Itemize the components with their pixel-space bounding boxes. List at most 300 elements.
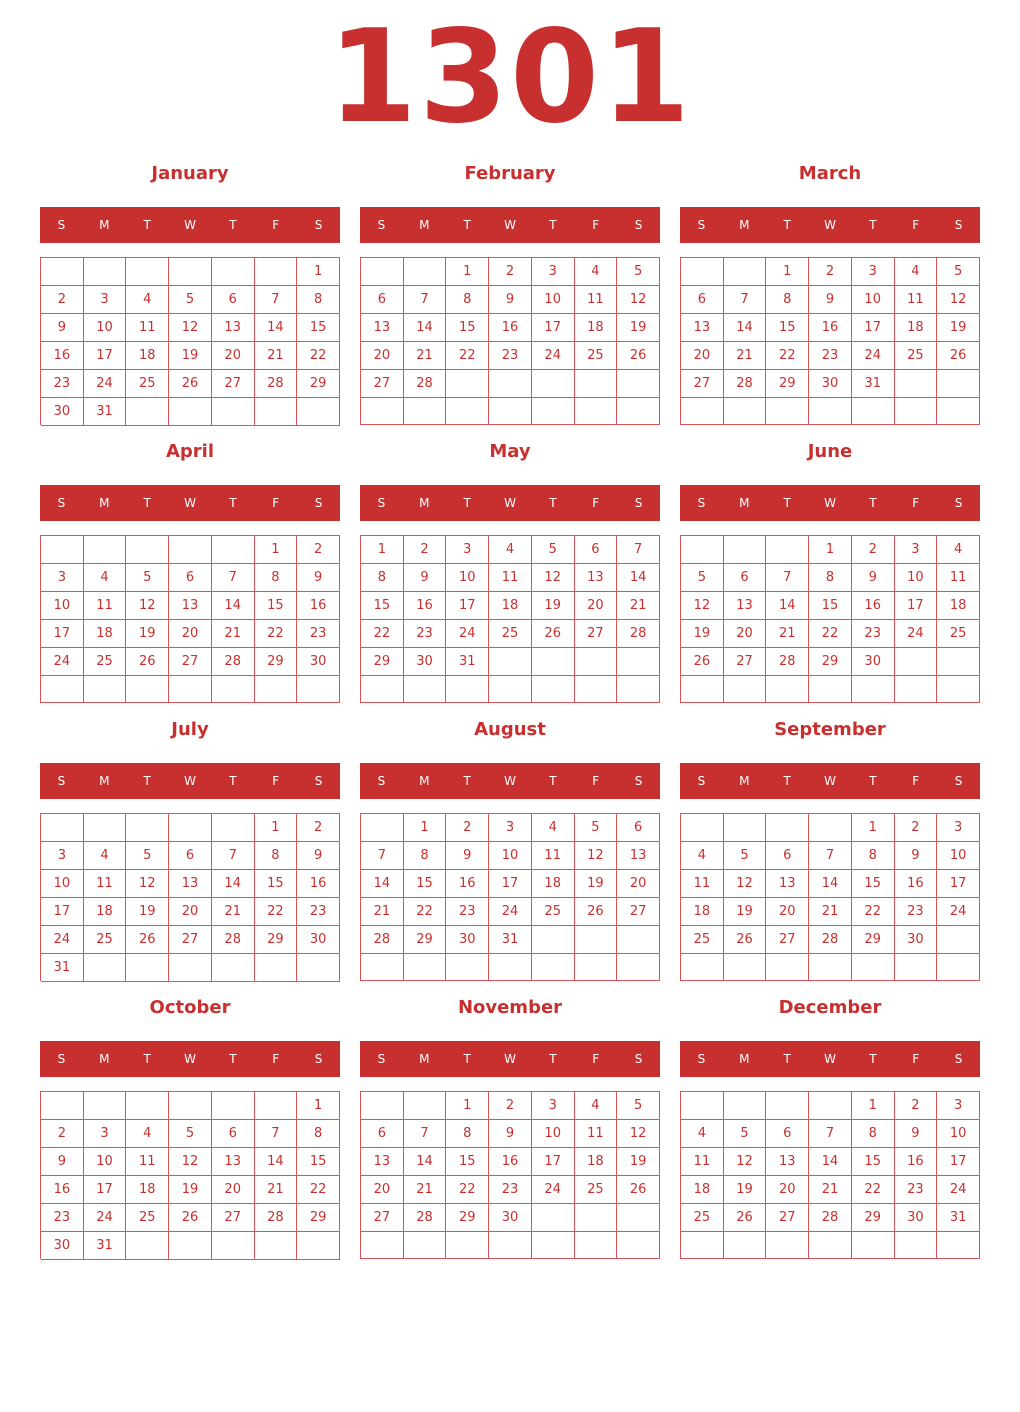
day-cell: 22 <box>852 1176 895 1204</box>
day-cell: 1 <box>446 258 489 286</box>
day-cell: 21 <box>809 1176 852 1204</box>
weekday-label: F <box>272 1052 280 1066</box>
weekday-label: T <box>229 1052 237 1066</box>
weekday-label: F <box>272 218 280 232</box>
day-cell: 2 <box>489 258 532 286</box>
weekday-label: S <box>634 496 643 510</box>
day-cell <box>126 1092 169 1120</box>
day-cell: 25 <box>84 926 127 954</box>
month-title: February <box>464 163 556 184</box>
day-cell <box>937 954 980 981</box>
weekday-header <box>360 763 660 799</box>
weekday-header <box>360 1041 660 1077</box>
day-cell: 8 <box>255 842 298 870</box>
day-cell: 19 <box>126 620 169 648</box>
day-cell: 9 <box>297 564 340 592</box>
weekday-label: W <box>184 774 196 788</box>
day-cell: 18 <box>575 314 618 342</box>
weekday-label: T <box>143 218 151 232</box>
month-march <box>680 163 980 433</box>
day-cell: 9 <box>809 286 852 314</box>
year-title: 1301 <box>327 3 693 152</box>
day-cell: 9 <box>41 314 84 342</box>
weekday-label: T <box>549 496 557 510</box>
day-cell <box>575 926 618 954</box>
weekday-label: S <box>954 496 963 510</box>
day-cell: 8 <box>404 842 447 870</box>
day-cell: 16 <box>809 314 852 342</box>
day-grid <box>360 535 660 703</box>
day-cell: 6 <box>724 564 767 592</box>
day-grid <box>40 257 340 425</box>
day-cell: 30 <box>895 1204 938 1232</box>
weekday-label: M <box>739 774 750 788</box>
day-cell: 11 <box>575 286 618 314</box>
day-cell: 31 <box>852 370 895 398</box>
day-cell: 22 <box>297 342 340 370</box>
weekday-label: M <box>419 774 430 788</box>
day-cell: 18 <box>681 898 724 926</box>
day-cell: 9 <box>446 842 489 870</box>
day-cell: 12 <box>532 564 575 592</box>
day-cell: 27 <box>575 620 618 648</box>
weekday-header <box>680 207 980 243</box>
day-cell: 28 <box>404 1204 447 1232</box>
day-cell: 9 <box>895 1120 938 1148</box>
day-cell: 14 <box>809 1148 852 1176</box>
weekday-label: W <box>184 218 196 232</box>
weekday-header <box>680 1041 980 1077</box>
day-grid <box>40 535 340 703</box>
day-cell <box>809 398 852 425</box>
day-cell: 27 <box>169 648 212 676</box>
day-cell: 25 <box>126 1204 169 1232</box>
day-cell: 18 <box>84 620 127 648</box>
day-cell: 24 <box>937 898 980 926</box>
day-cell: 10 <box>84 314 127 342</box>
day-cell: 20 <box>361 342 404 370</box>
day-cell <box>852 398 895 425</box>
day-cell: 11 <box>126 1148 169 1176</box>
day-cell <box>766 676 809 703</box>
day-cell: 3 <box>532 1092 575 1120</box>
day-cell: 22 <box>255 898 298 926</box>
day-cell: 20 <box>766 898 809 926</box>
day-cell: 27 <box>766 926 809 954</box>
day-grid <box>680 1091 980 1259</box>
day-cell: 28 <box>404 370 447 398</box>
day-cell: 24 <box>446 620 489 648</box>
day-cell: 14 <box>724 314 767 342</box>
month-title: April <box>165 441 215 462</box>
day-cell: 1 <box>404 814 447 842</box>
day-cell: 16 <box>852 592 895 620</box>
day-cell: 13 <box>361 1148 404 1176</box>
day-cell: 8 <box>446 1120 489 1148</box>
day-cell: 8 <box>297 1120 340 1148</box>
day-cell: 2 <box>489 1092 532 1120</box>
day-cell <box>895 954 938 981</box>
day-cell: 26 <box>617 342 660 370</box>
day-cell: 17 <box>532 314 575 342</box>
day-cell: 21 <box>617 592 660 620</box>
weekday-label: M <box>739 496 750 510</box>
day-cell: 26 <box>724 926 767 954</box>
day-cell <box>681 954 724 981</box>
day-cell: 17 <box>41 620 84 648</box>
day-cell <box>937 676 980 703</box>
day-cell: 11 <box>681 870 724 898</box>
weekday-header <box>680 763 980 799</box>
day-cell <box>681 1232 724 1259</box>
day-cell: 8 <box>852 1120 895 1148</box>
day-cell: 12 <box>724 870 767 898</box>
month-title: January <box>151 163 229 184</box>
day-cell: 11 <box>575 1120 618 1148</box>
day-cell: 20 <box>766 1176 809 1204</box>
day-cell: 19 <box>724 898 767 926</box>
day-cell: 24 <box>41 648 84 676</box>
day-cell: 21 <box>766 620 809 648</box>
weekday-label: T <box>229 774 237 788</box>
day-cell <box>766 1092 809 1120</box>
day-cell <box>532 954 575 981</box>
day-cell <box>766 1232 809 1259</box>
day-cell: 11 <box>532 842 575 870</box>
day-cell: 28 <box>212 648 255 676</box>
day-cell: 28 <box>255 1204 298 1232</box>
day-cell <box>255 954 298 982</box>
day-cell: 24 <box>895 620 938 648</box>
day-cell: 27 <box>169 926 212 954</box>
day-cell: 2 <box>41 286 84 314</box>
day-cell: 18 <box>575 1148 618 1176</box>
day-cell: 4 <box>489 536 532 564</box>
day-cell: 7 <box>724 286 767 314</box>
day-cell: 4 <box>681 842 724 870</box>
day-cell: 10 <box>84 1148 127 1176</box>
day-cell <box>212 398 255 426</box>
day-cell: 11 <box>489 564 532 592</box>
weekday-label: F <box>272 496 280 510</box>
day-cell: 17 <box>489 870 532 898</box>
day-cell <box>84 954 127 982</box>
day-cell <box>361 258 404 286</box>
day-cell: 25 <box>681 1204 724 1232</box>
day-cell: 3 <box>84 1120 127 1148</box>
day-cell: 15 <box>446 1148 489 1176</box>
day-cell <box>532 1232 575 1259</box>
month-title: September <box>774 719 886 740</box>
day-cell: 13 <box>169 592 212 620</box>
day-cell: 11 <box>84 592 127 620</box>
day-cell: 15 <box>809 592 852 620</box>
weekday-label: T <box>869 1052 877 1066</box>
day-cell: 15 <box>852 1148 895 1176</box>
day-cell: 26 <box>532 620 575 648</box>
day-cell <box>84 1092 127 1120</box>
day-cell <box>895 676 938 703</box>
day-cell: 1 <box>766 258 809 286</box>
day-cell <box>169 536 212 564</box>
day-cell: 18 <box>126 342 169 370</box>
day-cell: 5 <box>575 814 618 842</box>
day-cell <box>575 954 618 981</box>
day-cell: 2 <box>297 536 340 564</box>
day-cell: 10 <box>532 1120 575 1148</box>
weekday-label: S <box>634 218 643 232</box>
month-title: July <box>171 719 209 740</box>
day-cell <box>361 676 404 703</box>
day-cell: 27 <box>766 1204 809 1232</box>
day-cell: 31 <box>937 1204 980 1232</box>
day-cell <box>126 954 169 982</box>
day-cell: 30 <box>852 648 895 676</box>
day-cell: 18 <box>532 870 575 898</box>
day-cell <box>446 398 489 425</box>
day-cell: 29 <box>852 926 895 954</box>
day-cell <box>446 676 489 703</box>
day-cell: 25 <box>575 1176 618 1204</box>
day-cell <box>852 954 895 981</box>
day-cell: 21 <box>212 620 255 648</box>
day-cell: 5 <box>532 536 575 564</box>
day-cell: 21 <box>404 1176 447 1204</box>
month-title: December <box>778 997 882 1018</box>
weekday-label: T <box>463 1052 471 1066</box>
weekday-label: F <box>592 218 600 232</box>
day-cell: 27 <box>212 370 255 398</box>
day-cell: 15 <box>852 870 895 898</box>
weekday-label: W <box>504 496 516 510</box>
day-cell <box>84 536 127 564</box>
day-cell: 19 <box>532 592 575 620</box>
weekday-label: T <box>229 496 237 510</box>
day-cell <box>489 954 532 981</box>
day-cell <box>84 676 127 703</box>
day-cell: 4 <box>937 536 980 564</box>
day-cell: 29 <box>852 1204 895 1232</box>
month-december <box>680 997 980 1267</box>
day-cell: 10 <box>41 592 84 620</box>
day-cell: 5 <box>724 1120 767 1148</box>
day-cell: 7 <box>255 1120 298 1148</box>
weekday-label: T <box>549 774 557 788</box>
month-june <box>680 441 980 711</box>
day-cell: 8 <box>446 286 489 314</box>
day-cell: 27 <box>361 1204 404 1232</box>
day-cell: 3 <box>489 814 532 842</box>
day-cell <box>532 370 575 398</box>
weekday-label: T <box>783 496 791 510</box>
day-cell: 22 <box>255 620 298 648</box>
weekday-label: S <box>57 496 66 510</box>
day-cell: 1 <box>361 536 404 564</box>
weekday-label: T <box>463 774 471 788</box>
day-cell <box>724 536 767 564</box>
day-cell: 14 <box>617 564 660 592</box>
day-cell: 23 <box>41 370 84 398</box>
weekday-header <box>360 485 660 521</box>
day-cell <box>575 676 618 703</box>
month-february <box>360 163 660 433</box>
day-cell: 31 <box>84 398 127 426</box>
day-cell <box>489 648 532 676</box>
day-cell: 27 <box>681 370 724 398</box>
day-cell: 31 <box>489 926 532 954</box>
day-cell: 17 <box>84 1176 127 1204</box>
month-august <box>360 719 660 989</box>
day-cell: 12 <box>617 1120 660 1148</box>
day-cell: 7 <box>212 842 255 870</box>
day-cell: 21 <box>809 898 852 926</box>
weekday-label: T <box>783 774 791 788</box>
day-cell: 4 <box>84 842 127 870</box>
day-cell: 25 <box>575 342 618 370</box>
weekday-label: T <box>143 774 151 788</box>
day-cell: 14 <box>255 1148 298 1176</box>
weekday-label: S <box>377 1052 386 1066</box>
day-cell: 14 <box>766 592 809 620</box>
day-cell: 22 <box>297 1176 340 1204</box>
weekday-header <box>40 763 340 799</box>
weekday-label: F <box>592 1052 600 1066</box>
day-cell: 4 <box>575 1092 618 1120</box>
day-cell: 13 <box>575 564 618 592</box>
day-cell: 2 <box>809 258 852 286</box>
day-cell: 27 <box>617 898 660 926</box>
day-cell <box>937 398 980 425</box>
day-cell <box>489 1232 532 1259</box>
day-cell: 14 <box>361 870 404 898</box>
month-september <box>680 719 980 989</box>
day-cell: 24 <box>852 342 895 370</box>
weekday-label: S <box>57 1052 66 1066</box>
day-cell: 21 <box>404 342 447 370</box>
day-cell: 3 <box>41 564 84 592</box>
day-cell: 17 <box>446 592 489 620</box>
day-cell: 26 <box>617 1176 660 1204</box>
day-cell: 20 <box>169 898 212 926</box>
day-cell: 17 <box>532 1148 575 1176</box>
day-cell: 19 <box>169 1176 212 1204</box>
day-cell: 2 <box>41 1120 84 1148</box>
day-cell: 6 <box>361 286 404 314</box>
day-cell: 8 <box>361 564 404 592</box>
day-cell <box>724 1232 767 1259</box>
day-cell: 29 <box>297 1204 340 1232</box>
day-cell: 5 <box>724 842 767 870</box>
day-cell <box>532 1204 575 1232</box>
day-cell: 30 <box>297 926 340 954</box>
day-cell <box>297 1232 340 1260</box>
day-cell <box>809 1232 852 1259</box>
day-cell: 20 <box>617 870 660 898</box>
day-cell: 13 <box>724 592 767 620</box>
day-cell: 23 <box>297 620 340 648</box>
day-cell: 7 <box>809 1120 852 1148</box>
day-cell: 29 <box>446 1204 489 1232</box>
day-cell <box>724 398 767 425</box>
weekday-label: T <box>229 218 237 232</box>
day-cell: 4 <box>126 1120 169 1148</box>
day-cell: 3 <box>937 814 980 842</box>
day-cell: 11 <box>126 314 169 342</box>
day-cell: 5 <box>617 1092 660 1120</box>
day-cell: 25 <box>895 342 938 370</box>
day-cell: 8 <box>809 564 852 592</box>
day-cell: 1 <box>297 1092 340 1120</box>
day-cell <box>809 954 852 981</box>
weekday-label: T <box>143 1052 151 1066</box>
day-cell: 23 <box>489 342 532 370</box>
day-cell <box>41 258 84 286</box>
weekday-label: S <box>634 774 643 788</box>
day-cell: 16 <box>489 1148 532 1176</box>
day-cell: 2 <box>297 814 340 842</box>
day-cell <box>681 1092 724 1120</box>
day-cell: 7 <box>809 842 852 870</box>
day-cell <box>212 814 255 842</box>
day-cell: 12 <box>724 1148 767 1176</box>
day-cell: 2 <box>852 536 895 564</box>
day-cell: 16 <box>41 342 84 370</box>
day-cell: 23 <box>404 620 447 648</box>
day-cell: 21 <box>212 898 255 926</box>
day-cell: 18 <box>126 1176 169 1204</box>
day-cell <box>532 398 575 425</box>
day-cell <box>297 398 340 426</box>
month-january <box>40 163 340 433</box>
day-cell: 21 <box>724 342 767 370</box>
day-cell <box>617 676 660 703</box>
weekday-label: M <box>419 496 430 510</box>
day-cell: 9 <box>41 1148 84 1176</box>
day-cell: 19 <box>126 898 169 926</box>
day-cell: 30 <box>41 398 84 426</box>
day-cell: 10 <box>852 286 895 314</box>
weekday-label: S <box>314 774 323 788</box>
day-cell: 16 <box>489 314 532 342</box>
day-cell <box>126 676 169 703</box>
day-cell: 16 <box>297 870 340 898</box>
day-cell: 15 <box>446 314 489 342</box>
day-cell <box>361 398 404 425</box>
day-cell: 10 <box>41 870 84 898</box>
day-grid <box>680 813 980 981</box>
month-july <box>40 719 340 989</box>
weekday-label: W <box>504 774 516 788</box>
day-cell: 3 <box>532 258 575 286</box>
day-cell <box>126 536 169 564</box>
weekday-label: F <box>592 774 600 788</box>
day-cell: 22 <box>852 898 895 926</box>
day-cell: 15 <box>766 314 809 342</box>
day-cell: 7 <box>404 286 447 314</box>
weekday-label: T <box>783 218 791 232</box>
day-cell: 13 <box>361 314 404 342</box>
day-cell: 29 <box>255 648 298 676</box>
day-cell: 4 <box>532 814 575 842</box>
day-cell <box>617 926 660 954</box>
day-cell: 4 <box>84 564 127 592</box>
day-cell: 12 <box>937 286 980 314</box>
day-cell <box>724 258 767 286</box>
day-cell: 25 <box>126 370 169 398</box>
day-cell <box>169 258 212 286</box>
day-cell: 6 <box>169 842 212 870</box>
weekday-header <box>40 207 340 243</box>
